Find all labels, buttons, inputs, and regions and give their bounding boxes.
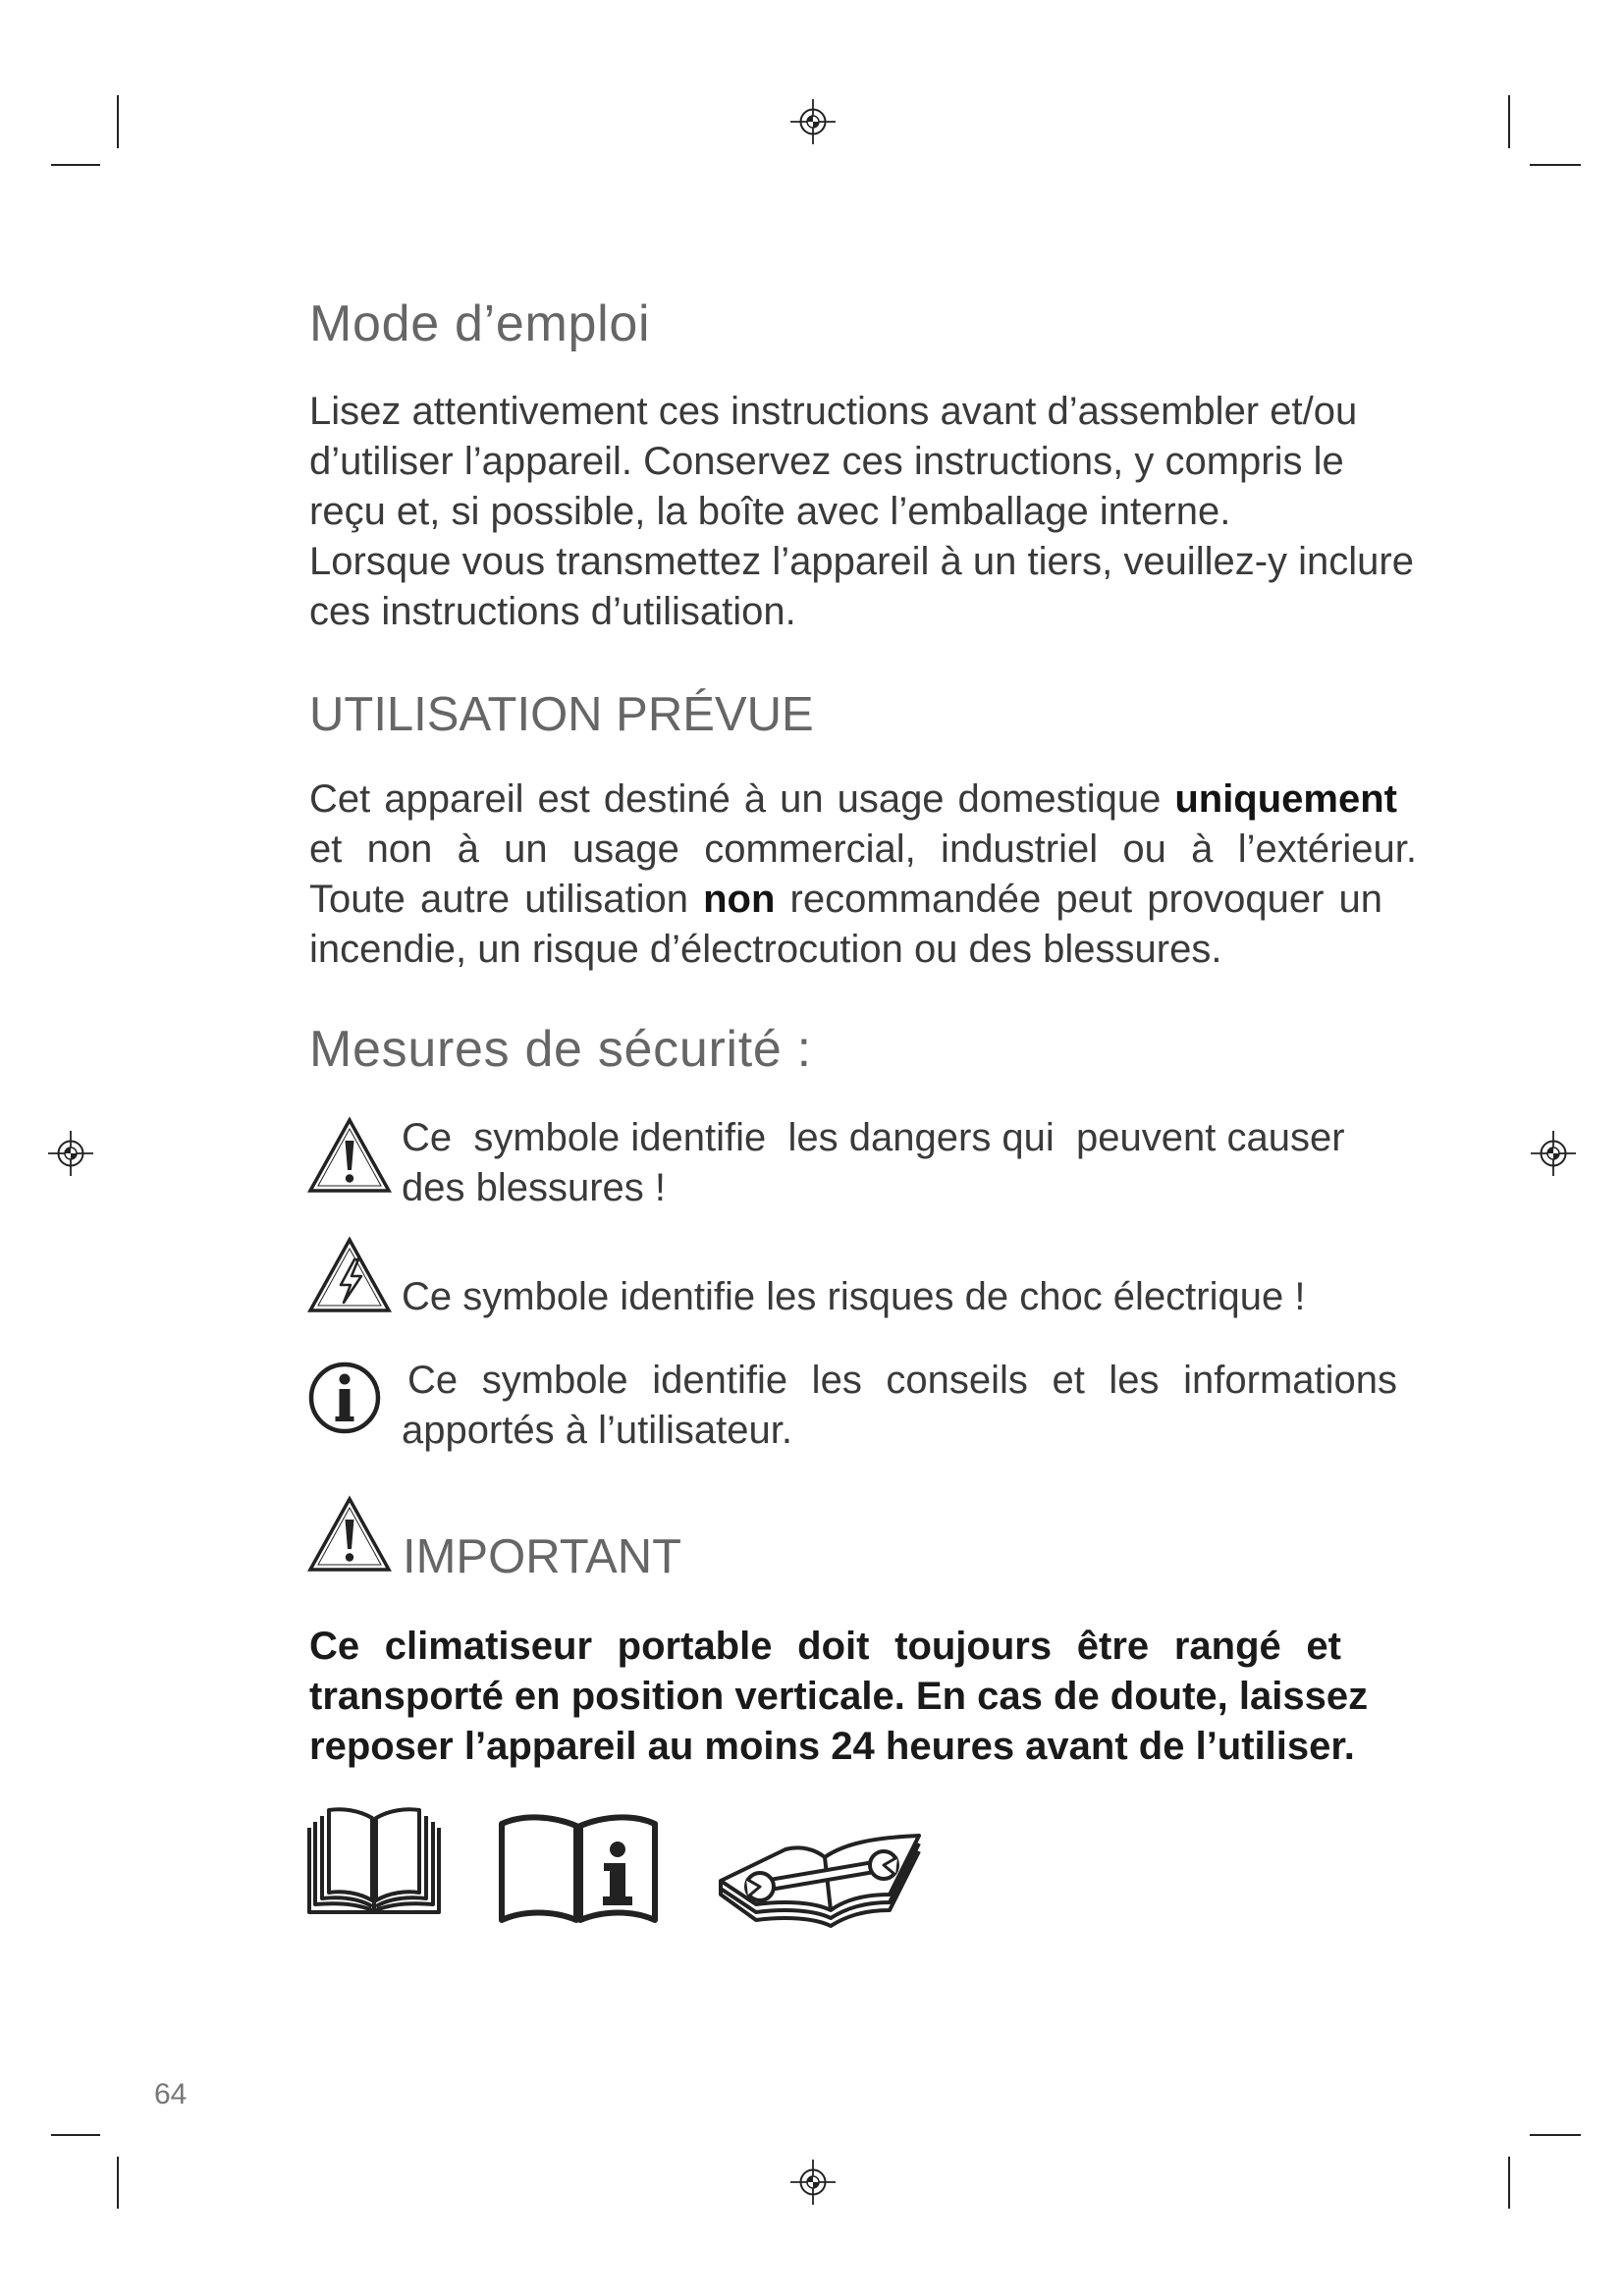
- intro-paragraph: [309, 387, 1488, 637]
- service-manual-icon: [717, 1818, 925, 1932]
- emphasis-non: non: [703, 878, 776, 921]
- registration-mark-top-icon: [790, 99, 836, 144]
- safety-item-text: Ce symbole identifie les dangers qui peuvent causer: [402, 1116, 1345, 1159]
- intended-use-line: [309, 875, 1382, 925]
- important-line: Ce climatiseur portable doit toujours être rangé et: [309, 1625, 1341, 1668]
- intro-line: Lorsque vous transmettez l’appareil à un tiers, veuillez-y inclure: [309, 540, 1414, 583]
- intended-use-paragraph: [309, 774, 1488, 975]
- safety-item-text: apportés à l’utilisateur.: [402, 1409, 793, 1452]
- warning-triangle-icon: [307, 1116, 392, 1195]
- intro-line: Lisez attentivement ces instructions avant d’assembler et/ou: [309, 390, 1358, 433]
- intended-use-line: [309, 925, 1488, 975]
- electric-shock-icon: [307, 1236, 392, 1314]
- important-line: transporté en position verticale. En cas de doute, laissez: [309, 1675, 1369, 1718]
- intro-line: ces instructions d’utilisation.: [309, 590, 796, 633]
- page-title: Mode d’emploi: [309, 295, 651, 352]
- safety-item-text: Ce symbole identifie les risques de choc électrique !: [402, 1275, 1306, 1318]
- intended-use-line: [309, 774, 1397, 825]
- intended-use-text: recommandée peut provoquer un: [775, 878, 1382, 921]
- safety-item-text: Ce symbole identifie les conseils et les informations: [407, 1359, 1397, 1402]
- page-number: 64: [154, 2078, 188, 2110]
- important-warning-icon: [307, 1495, 392, 1574]
- read-manual-icon: [307, 1802, 441, 1916]
- important-paragraph: [309, 1622, 1488, 1772]
- intended-use-text: Toute autre utilisation: [309, 878, 704, 921]
- intended-use-line: [309, 825, 1417, 875]
- intro-line: reçu et, si possible, la boîte avec l’emballage interne.: [309, 490, 1231, 533]
- intended-use-text: et non à un usage commercial, industriel ou à l’extérieur.: [309, 828, 1417, 871]
- info-icon: [307, 1359, 382, 1437]
- intended-use-text: incendie, un risque d’électrocution ou des blessures.: [309, 928, 1222, 971]
- intended-use-heading: UTILISATION PRÉVUE: [309, 688, 814, 741]
- intro-line: d’utiliser l’appareil. Conservez ces instructions, y compris le: [309, 440, 1344, 483]
- safety-item-danger: [402, 1113, 1580, 1213]
- registration-mark-bottom-icon: [790, 2160, 836, 2205]
- safety-item-info: [402, 1356, 1580, 1456]
- important-heading: IMPORTANT: [403, 1530, 682, 1583]
- emphasis-uniquement: uniquement: [1174, 777, 1397, 821]
- safety-item-electric: [402, 1272, 1580, 1322]
- intended-use-text: Cet appareil est destiné à un usage domestique: [309, 777, 1175, 821]
- important-line: reposer l’appareil au moins 24 heures avant de l’utiliser.: [309, 1725, 1355, 1768]
- registration-mark-left-icon: [48, 1131, 93, 1176]
- information-manual-icon: [496, 1806, 661, 1926]
- safety-heading: Mesures de sécurité :: [309, 1021, 812, 1078]
- safety-item-text: des blessures !: [402, 1166, 667, 1209]
